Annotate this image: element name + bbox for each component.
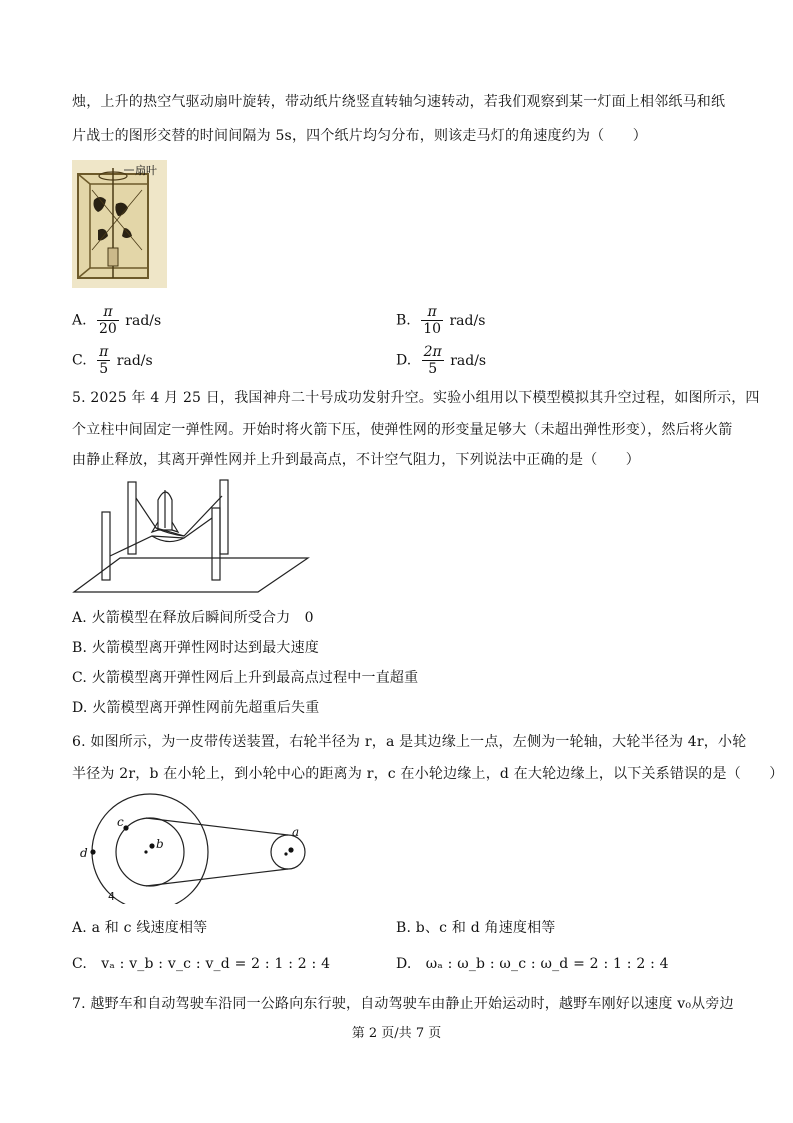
point-c	[123, 825, 128, 830]
fan-blade-label: 扇叶	[135, 164, 157, 177]
q4-option-b-label: B.	[396, 312, 411, 329]
q4-text-line1: 烛，上升的热空气驱动扇叶旋转，带动纸片绕竖直转轴匀速转动，若我们观察到某一灯面上相邻纸马和纸	[72, 94, 726, 110]
q6-text-line2: 半径为 2r，b 在小轮上，到小轮中心的距离为 r，c 在小轮边缘上，d 在大轮边缘上，以下关系错误的是（ ）	[72, 766, 784, 782]
q4-option-d-num: 2π	[423, 344, 442, 360]
q4-option-a-num: π	[97, 304, 119, 321]
q5-text-line1: 5. 2025 年 4 月 25 日，我国神舟二十号成功发射升空。实验小组用以下模型模拟其升空过程，如图所示，四	[72, 390, 760, 406]
q4-option-a[interactable]	[72, 304, 161, 337]
point-d	[90, 849, 95, 854]
q6-option-b[interactable]: B. b、c 和 d 角速度相等	[396, 920, 556, 936]
point-b	[149, 843, 154, 848]
label-d: d	[80, 846, 88, 860]
q4-text-line2: 片战士的图形交替的时间间隔为 5s，四个纸片均匀分布，则该走马灯的角速度约为（ ）	[72, 128, 647, 144]
q4-option-b-den: 10	[423, 321, 442, 337]
q4-option-a-label: A.	[72, 312, 87, 329]
q4-option-b-num: π	[421, 304, 443, 321]
q5-option-c[interactable]: C. 火箭模型离开弹性网后上升到最高点过程中一直超重	[72, 670, 419, 686]
q4-option-c[interactable]	[72, 344, 153, 377]
q4-option-d[interactable]	[396, 344, 486, 377]
q5-text-line3: 由静止释放，其离开弹性网并上升到最高点，不计空气阻力，下列说法中正确的是（ ）	[72, 452, 640, 468]
q4-option-a-unit: rad/s	[125, 312, 162, 329]
label-c: c	[117, 815, 124, 829]
label-a: a	[292, 825, 300, 839]
q5-text-line2: 个立柱中间固定一弹性网。开始时将火箭下压，使弹性网的形变量足够大（未超出弹性形变），然后将火箭	[72, 422, 733, 438]
page-footer: 第 2 页/共 7 页	[351, 1026, 442, 1041]
q4-option-d-label: D.	[396, 352, 412, 369]
small-wheel-center	[144, 850, 147, 853]
q4-option-d-den: 5	[428, 361, 438, 377]
right-wheel-center	[284, 852, 287, 855]
q6-option-c[interactable]: C. vₐ : v_b : v_c : v_d = 2 : 1 : 2 : 4	[72, 956, 331, 972]
q6-option-d[interactable]: D. ωₐ : ω_b : ω_c : ω_d = 2 : 1 : 2 : 4	[396, 956, 669, 972]
q5-option-d[interactable]: D. 火箭模型离开弹性网前先超重后失重	[72, 700, 320, 716]
q4-option-a-den: 20	[99, 321, 117, 337]
q4-option-d-unit: rad/s	[450, 352, 487, 369]
q5-option-a[interactable]: A. 火箭模型在释放后瞬间所受合力 0	[72, 610, 314, 626]
q4-option-c-num: π	[99, 344, 109, 360]
lantern-figure	[72, 160, 167, 288]
label-b: b	[156, 837, 164, 851]
q6-option-a[interactable]: A. a 和 c 线速度相等	[72, 920, 208, 936]
q4-option-c-den: 5	[99, 361, 109, 377]
q5-option-b[interactable]: B. 火箭模型离开弹性网时达到最大速度	[72, 640, 319, 656]
label-four: 4	[108, 890, 115, 903]
q4-option-c-label: C.	[72, 352, 87, 369]
q7-text-line1: 7. 越野车和自动驾驶车沿同一公路向东行驶，自动驾驶车由静止开始运动时，越野车刚好以速度 v₀从旁边	[72, 996, 734, 1012]
q4-option-c-unit: rad/s	[116, 352, 153, 369]
q6-text-line1: 6. 如图所示，为一皮带传送装置，右轮半径为 r，a 是其边缘上一点，左侧为一轮轴，大轮半径为 4r，小轮	[72, 734, 747, 750]
point-a	[288, 847, 293, 852]
belt-pulley-figure	[72, 792, 312, 904]
q4-option-b[interactable]	[396, 304, 485, 337]
rocket-net-figure	[72, 478, 312, 596]
q4-option-b-unit: rad/s	[449, 312, 486, 329]
